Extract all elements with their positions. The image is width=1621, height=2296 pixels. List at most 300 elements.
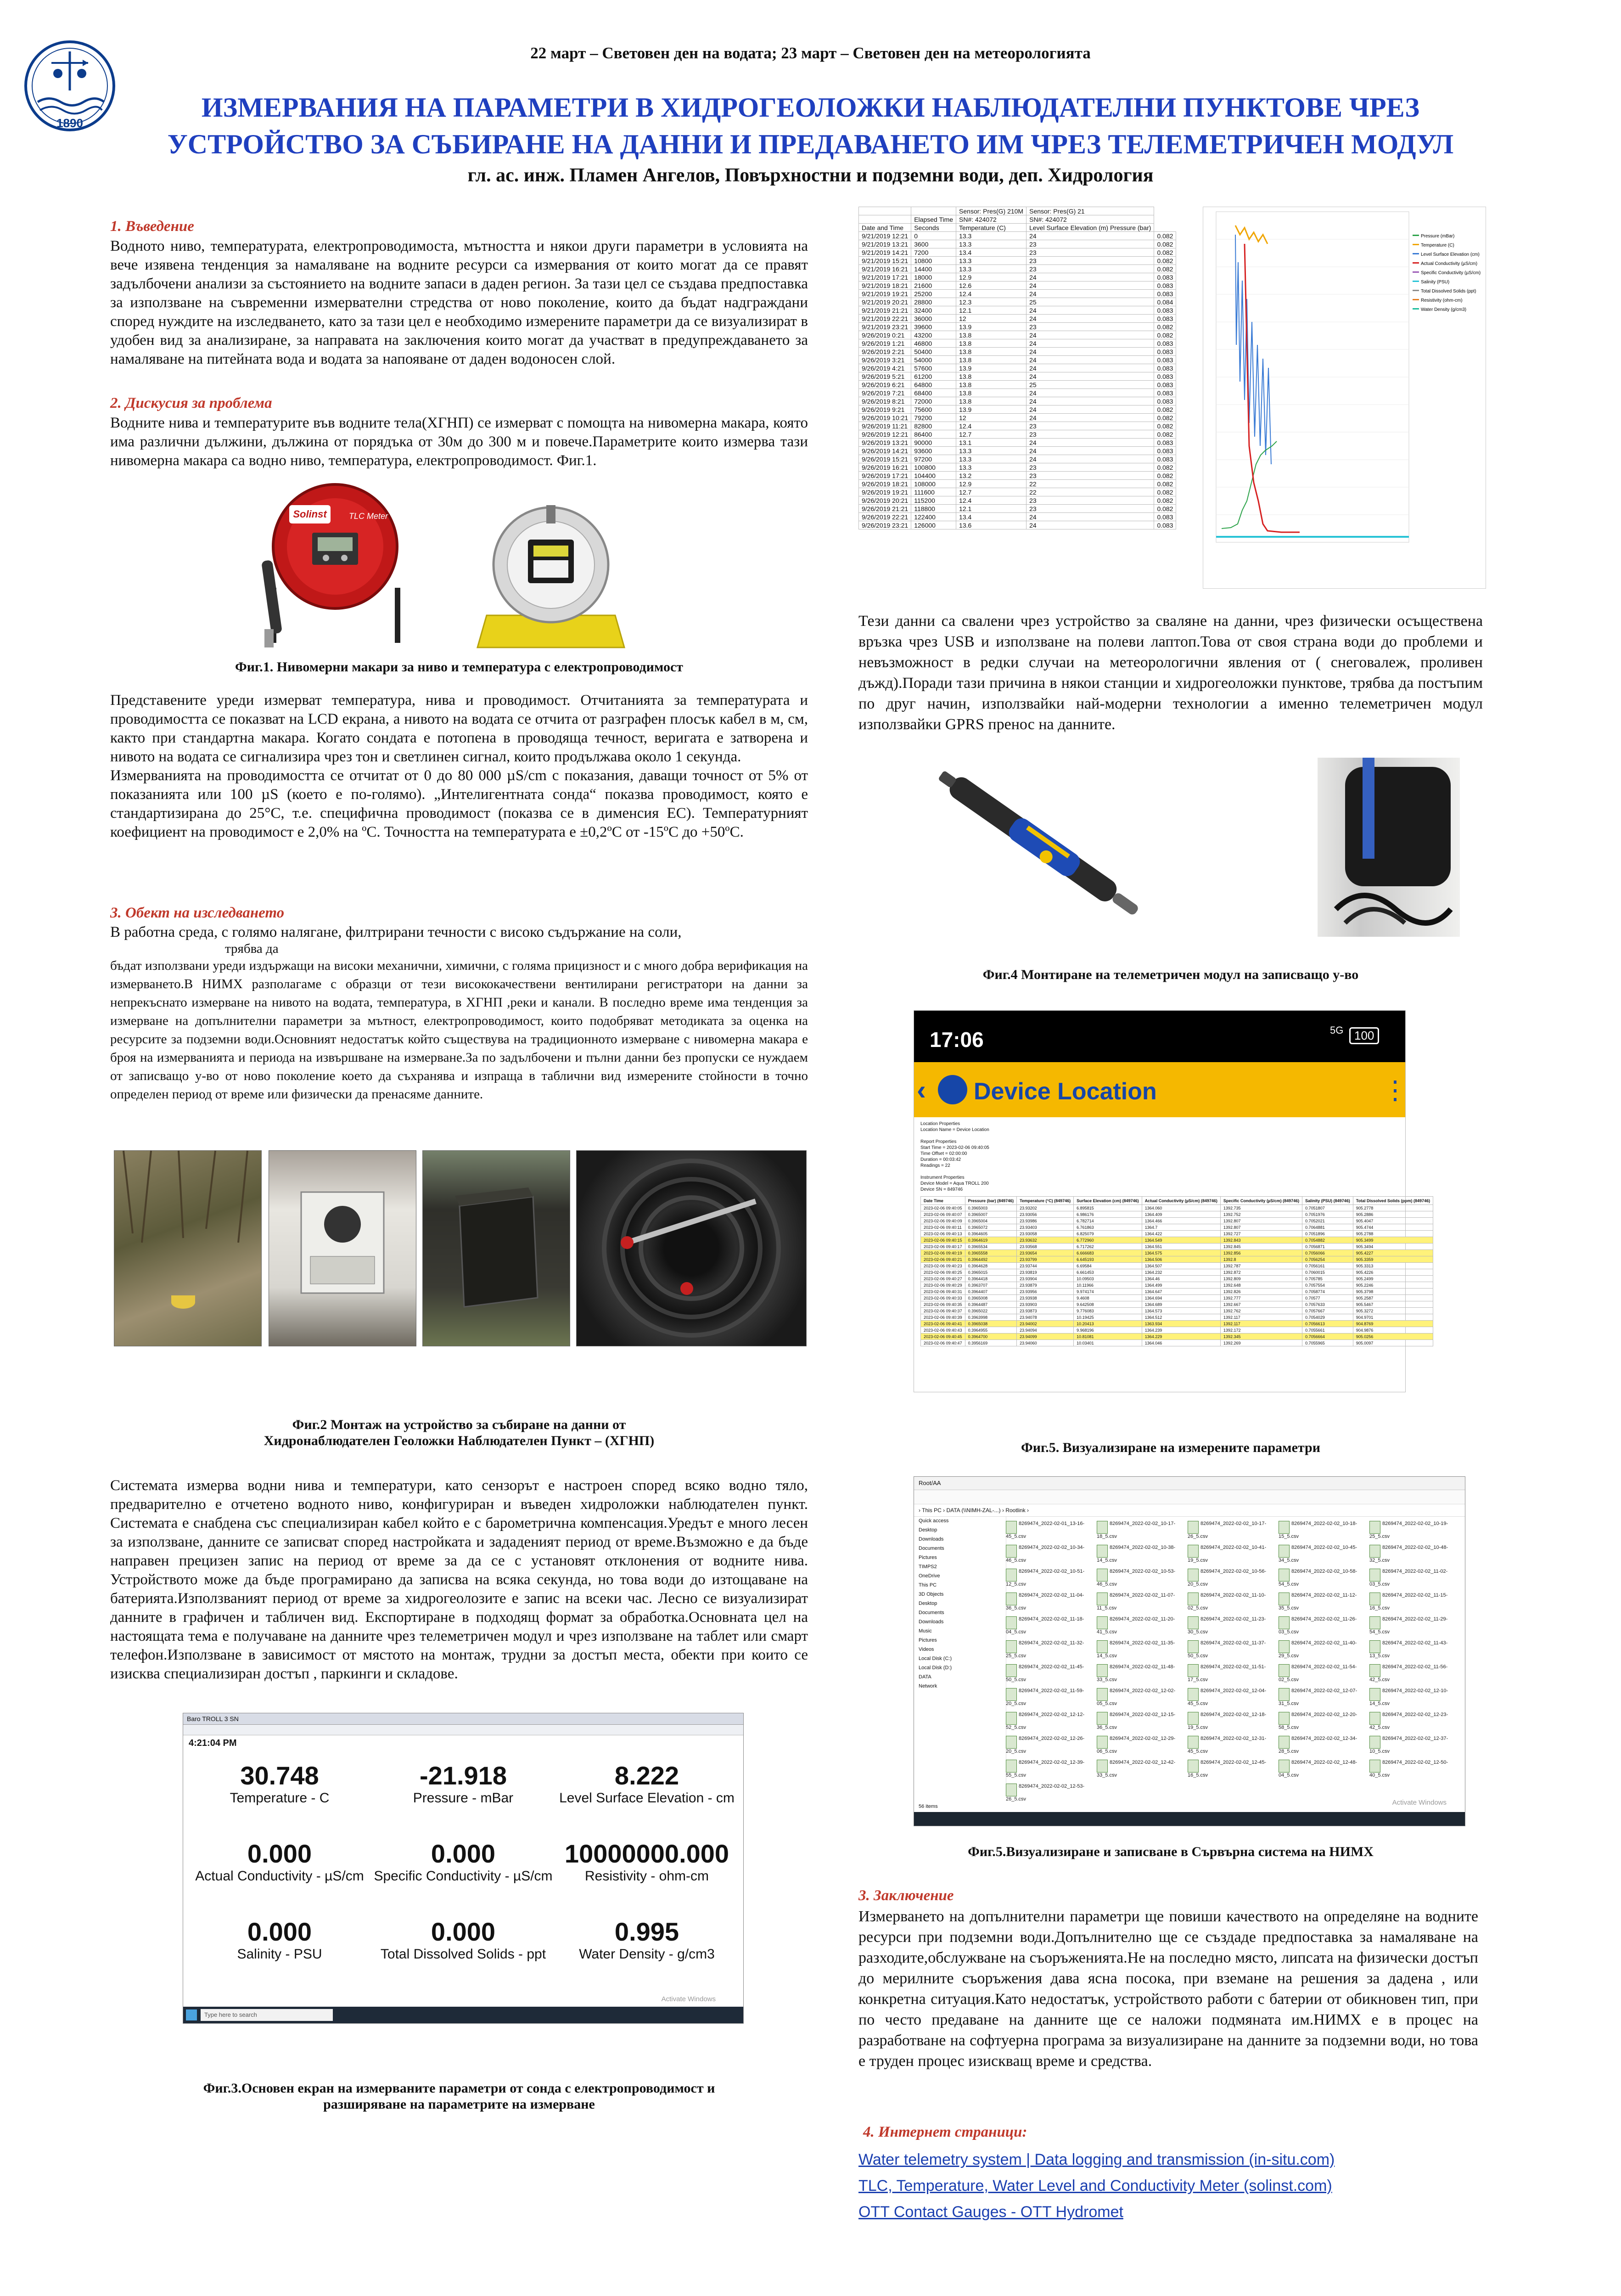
table-cell: 24 (1026, 232, 1154, 240)
table-row (859, 364, 1176, 372)
explorer-sidebar-item[interactable]: Documents (919, 1546, 944, 1551)
fig3-toolbar (183, 1725, 743, 1735)
fig3-taskbar (183, 2007, 743, 2023)
explorer-sidebar-item[interactable]: Desktop (919, 1601, 937, 1606)
reference-link-3[interactable]: OTT Contact Gauges - OTT Hydromet (858, 2203, 1123, 2221)
table-cell: 9/21/2019 22:21 (859, 315, 911, 323)
csv-file-icon (1006, 1569, 1017, 1581)
explorer-file-item[interactable] (1006, 1688, 1096, 1716)
explorer-file-name: 8269474_2022-02-02_12-34-28_5.csv (1279, 1736, 1357, 1754)
explorer-file-item[interactable] (1369, 1569, 1459, 1596)
phone-table-cell: 904.9876 (1353, 1327, 1433, 1334)
phone-table-cell: 905.3313 (1353, 1263, 1433, 1269)
taskbar-start-icon[interactable] (186, 2009, 197, 2020)
explorer-file-item[interactable] (1369, 1545, 1459, 1572)
explorer-sidebar-item[interactable]: Pictures (919, 1555, 937, 1560)
table-cell: 9/21/2019 14:21 (859, 248, 911, 257)
explorer-file-name: 8269474_2022-02-02_10-34-46_5.csv (1006, 1545, 1085, 1563)
explorer-file-item[interactable] (1279, 1760, 1369, 1787)
explorer-sidebar-item[interactable]: DATA (919, 1674, 931, 1680)
explorer-file-item[interactable] (1188, 1521, 1278, 1548)
explorer-file-item[interactable] (1188, 1569, 1278, 1596)
phone-table-cell: 0.7057554 (1302, 1282, 1353, 1289)
explorer-file-item[interactable] (1006, 1712, 1096, 1739)
explorer-file-item[interactable] (1279, 1688, 1369, 1716)
phone-prop-line: Location Name = Device Location (920, 1127, 989, 1132)
conductivity-text: Измерванията на проводимостта се отчитат от 0 до 80 000 µS/cm с показания, даващи точност от 5% от показанията или 100 µS (което е по-голямо). „Интелигентната сонда“ показва проводимост, която е стандартизирана до 25°C, т.е. специфична проводимост (показва се в дименсия EC). Температурният коефициент на проводимост е 2,0% на ºC. Точността на температурата е ±0,2ºC от -15ºC до +50ºC. (110, 767, 808, 840)
fig3-software-screen (183, 1713, 744, 2024)
phone-table-cell: 905.2587 (1353, 1295, 1433, 1301)
explorer-sidebar-item[interactable]: Downloads (919, 1619, 944, 1625)
phone-table-cell: 2023-02-06 09:40:45 (921, 1334, 965, 1340)
csv-file-icon (1097, 1664, 1108, 1677)
phone-table-cell: 1364.689 (1142, 1301, 1220, 1308)
fig4-caption: Фиг.4 Монтиране на телеметричен модул на записващо у-во (982, 967, 1359, 982)
table-cell: 24 (1026, 273, 1154, 281)
explorer-sidebar-item[interactable]: Local Disk (D:) (919, 1665, 952, 1671)
explorer-sidebar-item[interactable]: Quick access (919, 1518, 949, 1524)
table-cell: 12 (956, 414, 1026, 422)
table-cell: 57600 (911, 364, 956, 372)
table-cell: 0.082 (1154, 480, 1176, 488)
phone-table-cell: 0.3964407 (965, 1289, 1017, 1295)
explorer-file-item[interactable] (1006, 1736, 1096, 1763)
phone-table-row (921, 1256, 1433, 1263)
table-cell: 126000 (911, 521, 956, 529)
instruments-text: Представените уреди измерват температура, нива и проводимост. Отчитанията за температурата и проводимостта се показват на LCD екрана, а нивото на водата се отчита от разграфен плосък кабел в м, см, както при стандартна макара. Когато сондата е потопена в проводяща течност, веригата е затворена и нивото на водата се сигнализира чрез тон и светлинен сигнал, които продължава около 1 секунда. (110, 692, 808, 765)
table-cell: 0.082 (1154, 232, 1176, 240)
explorer-file-name: 8269474_2022-02-02_12-50-40_5.csv (1369, 1760, 1448, 1778)
legend-swatch (1413, 281, 1419, 282)
csv-file-icon (1188, 1569, 1199, 1581)
explorer-sidebar-item[interactable]: Music (919, 1628, 932, 1634)
phone-table-cell: 1392.269 (1220, 1340, 1302, 1346)
back-arrow-icon[interactable]: ‹ (917, 1075, 926, 1105)
phone-table-cell: 905.3494 (1353, 1244, 1433, 1250)
table-cell: 25 (1026, 298, 1154, 306)
phone-table-cell: 2023-02-06 09:40:07 (921, 1211, 965, 1218)
explorer-file-item[interactable] (1279, 1664, 1369, 1692)
csv-file-icon (1006, 1616, 1017, 1629)
phone-prop-line (920, 1169, 1399, 1175)
explorer-file-item[interactable] (1097, 1664, 1187, 1692)
explorer-file-item[interactable] (1097, 1760, 1187, 1787)
metric-value: -21.918 (420, 1761, 507, 1790)
explorer-file-name: 8269474_2022-02-02_11-43-13_5.csv (1369, 1640, 1448, 1659)
explorer-file-item[interactable] (1369, 1712, 1459, 1739)
csv-file-icon (1097, 1521, 1108, 1534)
csv-file-icon (1188, 1736, 1199, 1749)
table-row (859, 488, 1176, 496)
table-cell: 7200 (911, 248, 956, 257)
csv-file-icon (1369, 1616, 1380, 1629)
table-cell: 12.3 (956, 298, 1026, 306)
table-cell: 9/26/2019 15:21 (859, 455, 911, 463)
phone-table-row (921, 1231, 1433, 1237)
phone-table-cell: 1364.7 (1142, 1224, 1220, 1231)
section-discussion (110, 395, 808, 470)
csv-file-icon (1279, 1736, 1290, 1749)
explorer-sidebar-item[interactable]: Pictures (919, 1638, 937, 1643)
explorer-file-item[interactable] (1006, 1784, 1096, 1811)
introduction-text: Водното ниво, температурата, електропроводимостa, мътността и някои други параметри в условията на вече изявена тенденция за намаляване на водните ресурси са измервания от които могат да се правят задълбочени анализи за състоянието на водните запаси в даден регион. За тази цел се създава предпоставка за използване на съвременни измервателни стредства от ново поколение, които да бъдат надграждани според нуждите на изследването, като за тази цел е необходимо измерените параметри да се визуализират в удобен вид за анализиране, за направата на заключения които могат да участват в предупреждаването за намаляване на питейната вода и водата за напояване от даден водоносен слой. (110, 238, 808, 367)
table-cell: 75600 (911, 405, 956, 414)
explorer-file-item[interactable] (1097, 1569, 1187, 1596)
explorer-file-name: 8269474_2022-02-02_10-51-12_5.csv (1006, 1569, 1085, 1587)
table-header-cell: Level Surface Elevation (m) Pressure (bar) (1026, 224, 1154, 232)
explorer-file-item[interactable] (1097, 1593, 1187, 1620)
phone-table-row (921, 1301, 1433, 1308)
phone-prop-line: Location Properties (920, 1121, 960, 1126)
table-cell: 0.083 (1154, 281, 1176, 290)
explorer-sidebar-item[interactable]: Videos (919, 1647, 934, 1652)
table-cell: 61200 (911, 372, 956, 381)
fig1-caption: Фиг.1. Нивомерни макари за ниво и температура с електропроводимост (235, 659, 684, 675)
author-line: гл. ас. инж. Пламен Ангелов, Повърхностни и подземни води, деп. Хидрология (467, 165, 1154, 186)
table-row (859, 257, 1176, 265)
phone-table-cell: 1364.507 (1142, 1263, 1220, 1269)
explorer-file-item[interactable] (1006, 1664, 1096, 1692)
phone-table-cell: 23.94094 (1017, 1327, 1074, 1334)
phone-table-cell: 0.3964955 (965, 1327, 1017, 1334)
phone-menu-icon[interactable]: ⋮ (1382, 1075, 1408, 1104)
table-cell: 3600 (911, 240, 956, 248)
reference-link-1[interactable]: Water telemetry system | Data logging and transmission (in-situ.com) (858, 2151, 1335, 2168)
csv-file-icon (1369, 1712, 1380, 1725)
reference-link-2[interactable]: TLC, Temperature, Water Level and Conductivity Meter (solinst.com) (858, 2177, 1332, 2195)
phone-table-cell: 1392.727 (1220, 1231, 1302, 1237)
explorer-file-item[interactable] (1279, 1712, 1369, 1739)
table-cell: 23 (1026, 472, 1154, 480)
phone-table-cell: 1392.856 (1220, 1250, 1302, 1256)
phone-table-cell: 0.7055965 (1302, 1340, 1353, 1346)
phone-table-cell: 0.3965534 (965, 1244, 1017, 1250)
table-cell: 9/26/2019 8:21 (859, 397, 911, 405)
explorer-file-name: 8269474_2022-02-02_11-40-29_5.csv (1279, 1640, 1357, 1659)
phone-table-cell: 0.3965008 (965, 1295, 1017, 1301)
table-row (859, 405, 1176, 414)
csv-file-icon (1369, 1736, 1380, 1749)
table-header-cell: Seconds (911, 224, 956, 232)
phone-header-cell: Specific Conductivity (µS/cm) (849746) (1220, 1197, 1302, 1205)
phone-table-cell: 1364.573 (1142, 1308, 1220, 1314)
table-row (859, 463, 1176, 472)
explorer-file-item[interactable] (1369, 1521, 1459, 1548)
phone-table-cell: 23.94002 (1017, 1321, 1074, 1327)
phone-table-row (921, 1237, 1433, 1244)
phone-table-cell: 2023-02-06 09:40:39 (921, 1314, 965, 1321)
explorer-file-name: 8269474_2022-02-02_12-26-20_5.csv (1006, 1736, 1085, 1754)
legend-entry: Level Surface Elevation (cm) (1421, 252, 1480, 257)
explorer-file-item[interactable] (1097, 1640, 1187, 1668)
explorer-sidebar-item[interactable]: Downloads (919, 1536, 944, 1542)
legend-swatch (1413, 290, 1419, 291)
table-cell: 9/26/2019 2:21 (859, 348, 911, 356)
phone-table-row (921, 1340, 1433, 1346)
explorer-titlebar (914, 1477, 1465, 1490)
metric-label: Pressure - mBar (413, 1790, 514, 1806)
csv-file-icon (1097, 1616, 1108, 1629)
explorer-file-item[interactable] (1097, 1688, 1187, 1716)
csv-file-icon (1097, 1593, 1108, 1605)
table-cell: 0.082 (1154, 463, 1176, 472)
phone-table-cell: 1392.843 (1220, 1237, 1302, 1244)
phone-table-cell: 0.3965038 (965, 1321, 1017, 1327)
phone-table-cell: 6.69584 (1074, 1263, 1142, 1269)
phone-table-cell: 23.93654 (1017, 1250, 1074, 1256)
explorer-file-item[interactable] (1369, 1664, 1459, 1692)
table-header-cell: Sensor: Pres(G) 210M (956, 207, 1026, 215)
explorer-file-item[interactable] (1279, 1736, 1369, 1763)
table-cell: 9/26/2019 7:21 (859, 389, 911, 397)
section-links (858, 2124, 1478, 2229)
phone-table-row (921, 1327, 1433, 1334)
table-cell: 9/26/2019 0:21 (859, 331, 911, 339)
explorer-file-name: 8269474_2022-02-02_11-35-14_5.csv (1097, 1640, 1175, 1659)
links-list (858, 2151, 1478, 2221)
explorer-file-item[interactable] (1188, 1593, 1278, 1620)
explorer-file-item[interactable] (1006, 1760, 1096, 1787)
phone-table-cell: 6.772960 (1074, 1237, 1142, 1244)
phone-table-cell: 1392.762 (1220, 1308, 1302, 1314)
table-cell: 24 (1026, 397, 1154, 405)
legend-entry: Water Density (g/cm3) (1421, 307, 1467, 312)
phone-table-cell: 0.7051807 (1302, 1205, 1353, 1211)
phone-table-cell: 1364.046 (1142, 1340, 1220, 1346)
table-cell: 22 (1026, 480, 1154, 488)
explorer-file-item[interactable] (1279, 1569, 1369, 1596)
explorer-file-item[interactable] (1188, 1688, 1278, 1716)
explorer-file-name: 8269474_2022-02-02_12-20-58_5.csv (1279, 1712, 1357, 1730)
fig2-caption-1: Фиг.2 Монтаж на устройство за събиране на данни от (292, 1417, 626, 1432)
table-cell: 0.083 (1154, 513, 1176, 521)
explorer-status: 56 items (919, 1804, 938, 1809)
explorer-file-item[interactable] (1097, 1616, 1187, 1644)
phone-table-cell: 2023-02-06 09:40:41 (921, 1321, 965, 1327)
conclusion-text: Измерването на допълнителни параметри ще повиши качеството на определяне на водните ресурси при подземни води.Допълнително ще се създаде предпоставка за намаляване на разходите,обслужване на съоръженията.Не на последно място, липсата на физически достъп до мерилните съоръжения дава ясна посока, при вземане на решения за дадена , или конкретна ситуация.Като недостатък, устройството работи с батерии от обикновен тип, при по често предаване на данните ще се наложи подмяната им.НИМХ е в процес на разработване на софтуерна програма за визуализиране на данните за подземни води, но това е труден процес изискващ време и средства. (858, 1908, 1478, 2070)
table-cell: 23 (1026, 265, 1154, 273)
csv-file-icon (1188, 1521, 1199, 1534)
explorer-file-item[interactable] (1279, 1616, 1369, 1644)
yellow-reel-image (477, 496, 624, 652)
metric-label: Water Density - g/cm3 (579, 1947, 715, 1962)
phone-table-cell: 10.03401 (1074, 1340, 1142, 1346)
phone-table-cell: 23.93058 (1017, 1231, 1074, 1237)
phone-table-cell: 0.7058774 (1302, 1289, 1353, 1295)
csv-file-icon (1006, 1784, 1017, 1796)
legend-entry: Specific Conductivity (µS/cm) (1421, 270, 1481, 276)
table-cell: 9/26/2019 5:21 (859, 372, 911, 381)
explorer-file-name: 8269474_2022-02-02_12-15-36_5.csv (1097, 1712, 1176, 1730)
explorer-file-item[interactable] (1097, 1521, 1187, 1548)
phone-table-cell: 2023-02-06 09:40:05 (921, 1205, 965, 1211)
explorer-file-item[interactable] (1279, 1640, 1369, 1668)
phone-table-cell: 0.3964700 (965, 1334, 1017, 1340)
explorer-file-item[interactable] (1006, 1521, 1096, 1548)
phone-table-row (921, 1244, 1433, 1250)
explorer-file-item[interactable] (1279, 1545, 1369, 1572)
metric-label: Level Surface Elevation - cm (559, 1790, 735, 1806)
explorer-file-item[interactable] (1369, 1640, 1459, 1668)
object-title: 3. Обект на изследването (110, 905, 285, 921)
csv-file-icon (1006, 1664, 1017, 1677)
phone-table-cell: 905.2788 (1353, 1231, 1433, 1237)
explorer-sidebar-item[interactable]: Local Disk (C:) (919, 1656, 952, 1661)
phone-table-cell: 1392.648 (1220, 1282, 1302, 1289)
phone-table-cell: 23.93744 (1017, 1263, 1074, 1269)
metric-6 (550, 1839, 743, 1884)
phone-prop-line (920, 1133, 1399, 1139)
phone-time: 17:06 (930, 1028, 984, 1052)
phone-table-cell: 6.895815 (1074, 1205, 1142, 1211)
phone-table-cell: 0.3964492 (965, 1256, 1017, 1263)
table-row (859, 447, 1176, 455)
phone-table-cell: 23.93903 (1017, 1301, 1074, 1308)
explorer-file-item[interactable] (1097, 1712, 1187, 1739)
phone-table-cell: 0.7064881 (1302, 1224, 1353, 1231)
explorer-sidebar-item[interactable]: This PC (919, 1582, 937, 1588)
explorer-file-item[interactable] (1369, 1593, 1459, 1620)
phone-table-cell: 2023-02-06 09:40:21 (921, 1256, 965, 1263)
table-cell: 24 (1026, 521, 1154, 529)
explorer-file-item[interactable] (1188, 1640, 1278, 1668)
phone-table-cell: 9.642508 (1074, 1301, 1142, 1308)
phone-header-cell: Actual Conductivity (µS/cm) (849746) (1142, 1197, 1220, 1205)
explorer-file-name: 8269474_2022-02-02_11-51-17_5.csv (1188, 1664, 1266, 1683)
phone-table-cell: 0.3956169 (965, 1340, 1017, 1346)
phone-table-row (921, 1224, 1433, 1231)
table-cell: 13.3 (956, 455, 1026, 463)
explorer-address-bar[interactable]: › This PC › DATA (\\NIMH-ZAL-...) › Rootlink › (914, 1504, 1465, 1517)
table-cell: 0.083 (1154, 397, 1176, 405)
explorer-sidebar (914, 1516, 1006, 1796)
csv-file-icon (1279, 1593, 1290, 1605)
explorer-file-item[interactable] (1188, 1736, 1278, 1763)
phone-table-cell: 23.93904 (1017, 1276, 1074, 1282)
explorer-file-item[interactable] (1188, 1545, 1278, 1572)
phone-table-cell: 23.93819 (1017, 1269, 1074, 1276)
phone-table-cell: 23.93202 (1017, 1205, 1074, 1211)
table-cell: 12.7 (956, 488, 1026, 496)
table-cell: 13.3 (956, 463, 1026, 472)
phone-table-cell: 0.70577 (1302, 1295, 1353, 1301)
csv-file-icon (1006, 1736, 1017, 1749)
metric-7 (183, 1917, 376, 1962)
explorer-file-item[interactable] (1369, 1760, 1459, 1787)
phone-table-cell: 905.0097 (1353, 1340, 1433, 1346)
table-cell: 0.083 (1154, 389, 1176, 397)
poster-title-line2: УСТРОЙСТВО ЗА СЪБИРАНЕ НА ДАННИ И ПРЕДАВАНЕТО ИМ ЧРЕЗ ТЕЛЕМЕТРИЧЕН МОДУЛ (167, 129, 1454, 159)
csv-file-icon (1369, 1545, 1380, 1558)
explorer-file-item[interactable] (1369, 1736, 1459, 1763)
explorer-file-name: 8269474_2022-02-02_11-20-41_5.csv (1097, 1616, 1175, 1635)
explorer-sidebar-item[interactable]: OneDrive (919, 1573, 940, 1579)
table-cell: 9/21/2019 13:21 (859, 240, 911, 248)
table-cell: 13.8 (956, 389, 1026, 397)
explorer-file-item[interactable] (1006, 1569, 1096, 1596)
table-cell: 46800 (911, 339, 956, 348)
explorer-file-name: 8269474_2022-02-02_12-23-42_5.csv (1369, 1712, 1448, 1730)
phone-table-cell: 1392.872 (1220, 1269, 1302, 1276)
explorer-sidebar-item[interactable]: 3D Objects (919, 1592, 944, 1597)
table-cell: 9/26/2019 9:21 (859, 405, 911, 414)
table-cell: 9/26/2019 22:21 (859, 513, 911, 521)
phone-table-cell: 1364.239 (1142, 1327, 1220, 1334)
table-cell: 9/26/2019 10:21 (859, 414, 911, 422)
phone-table-cell: 1392.172 (1220, 1327, 1302, 1334)
table-cell: 0.083 (1154, 447, 1176, 455)
phone-table-row (921, 1263, 1433, 1269)
explorer-sidebar-item[interactable]: TIMPS2 (919, 1564, 937, 1570)
explorer-file-item[interactable] (1188, 1712, 1278, 1739)
explorer-file-item[interactable] (1279, 1593, 1369, 1620)
phone-table-cell: 0.3965015 (965, 1269, 1017, 1276)
table-cell: 23 (1026, 496, 1154, 505)
table-cell: 79200 (911, 414, 956, 422)
table-header-row (859, 215, 1176, 224)
explorer-file-item[interactable] (1006, 1640, 1096, 1668)
table-row (859, 389, 1176, 397)
phone-table-cell: 1392.807 (1220, 1224, 1302, 1231)
explorer-file-item[interactable] (1369, 1616, 1459, 1644)
csv-file-icon (1369, 1760, 1380, 1773)
table-row (859, 439, 1176, 447)
csv-file-icon (1097, 1688, 1108, 1701)
phone-table-cell: 2023-02-06 09:40:19 (921, 1250, 965, 1256)
explorer-file-item[interactable] (1006, 1545, 1096, 1572)
phone-table-cell: 2023-02-06 09:40:15 (921, 1237, 965, 1244)
explorer-file-item[interactable] (1188, 1616, 1278, 1644)
explorer-file-name: 8269474_2022-02-02_12-53-26_5.csv (1006, 1784, 1085, 1802)
table-cell: 21600 (911, 281, 956, 290)
phone-table-cell: 1392.117 (1220, 1321, 1302, 1327)
explorer-file-name: 8269474_2022-02-02_10-41-19_5.csv (1188, 1545, 1267, 1563)
table-row (859, 381, 1176, 389)
phone-table-cell: 2023-02-06 09:40:37 (921, 1308, 965, 1314)
fig5-caption: Фиг.5. Визуализиране на измерените параметри (1021, 1440, 1320, 1455)
explorer-file-item[interactable] (1006, 1593, 1096, 1620)
table-cell: 0.082 (1154, 257, 1176, 265)
explorer-file-item[interactable] (1097, 1736, 1187, 1763)
explorer-file-name: 8269474_2022-02-02_11-29-54_5.csv (1369, 1616, 1448, 1635)
explorer-sidebar-item[interactable]: Documents (919, 1610, 944, 1615)
csv-file-icon (1279, 1664, 1290, 1677)
explorer-file-item[interactable] (1369, 1688, 1459, 1716)
explorer-sidebar-item[interactable]: Desktop (919, 1527, 937, 1533)
explorer-file-name: 8269474_2022-02-02_10-45-34_5.csv (1279, 1545, 1357, 1563)
phone-table-cell: 0.3965003 (965, 1205, 1017, 1211)
phone-table-cell: 23.94078 (1017, 1314, 1074, 1321)
explorer-file-item[interactable] (1006, 1616, 1096, 1644)
legend-entry: Actual Conductivity (µS/cm) (1421, 261, 1478, 266)
taskbar-search-box[interactable]: Type here to search (201, 2009, 333, 2021)
explorer-file-item[interactable] (1097, 1545, 1187, 1572)
phone-table-cell: 1363.934 (1142, 1321, 1220, 1327)
legend-swatch (1413, 253, 1419, 254)
explorer-file-item[interactable] (1188, 1664, 1278, 1692)
csv-file-icon (1369, 1640, 1380, 1653)
explorer-file-name: 8269474_2022-02-02_10-18-15_5.csv (1279, 1521, 1357, 1539)
explorer-sidebar-item[interactable]: Network (919, 1683, 937, 1689)
phone-table-cell: 0.3963998 (965, 1314, 1017, 1321)
table-cell: 23 (1026, 430, 1154, 439)
phone-table-cell: 1392.845 (1220, 1244, 1302, 1250)
explorer-file-item[interactable] (1279, 1521, 1369, 1548)
explorer-file-item[interactable] (1188, 1760, 1278, 1787)
phone-table-cell: 2023-02-06 09:40:27 (921, 1276, 965, 1282)
poster-title-line1: ИЗМЕРВАНИЯ НА ПАРАМЕТРИ В ХИДРОГЕОЛОЖКИ НАБЛЮДАТЕЛНИ ПУНКТОВЕ ЧРЕЗ (201, 92, 1420, 123)
phone-table-cell: 23.93056 (1017, 1211, 1074, 1218)
